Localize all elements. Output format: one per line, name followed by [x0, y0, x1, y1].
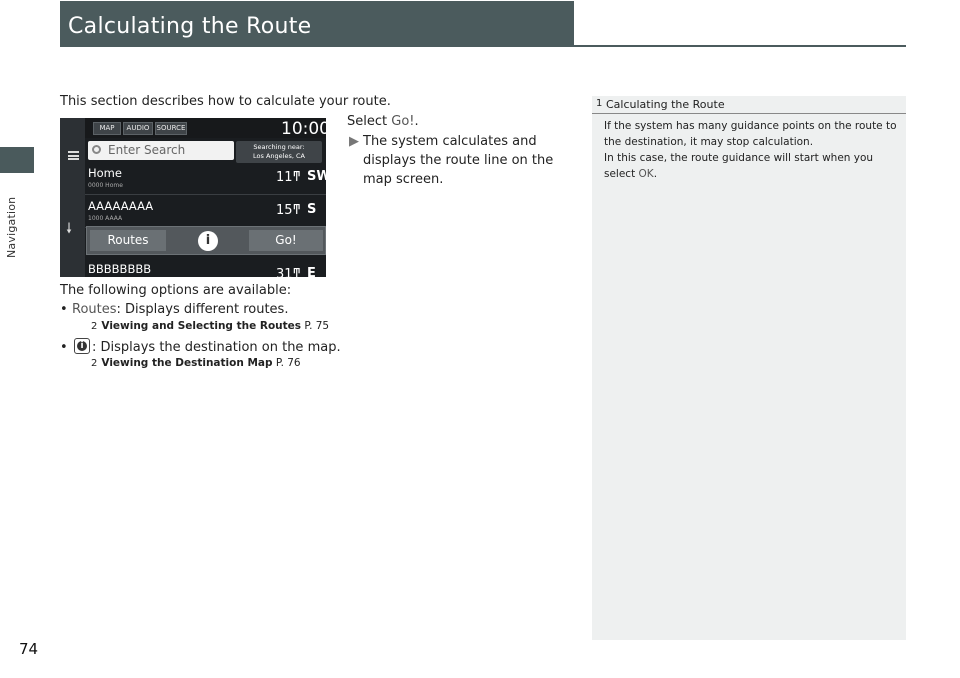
option-keyword: Routes	[72, 302, 117, 317]
searching-near-location: Los Angeles, CA	[253, 152, 305, 160]
distance-unit-icon: ͳ	[292, 267, 301, 282]
ok-keyword: OK	[638, 168, 654, 180]
distance-unit-icon: ͳ	[292, 170, 301, 185]
section-tab	[0, 147, 34, 173]
cross-reference[interactable]: 2 Viewing and Selecting the Routes P. 75	[91, 320, 330, 332]
screen-left-rail	[60, 118, 85, 277]
list-item-address: 1000 AAAA	[88, 215, 123, 222]
list-item-name: BBBBBBBB	[88, 262, 152, 276]
list-item-direction: S	[307, 202, 317, 217]
info-icon	[74, 338, 90, 354]
nav-screenshot	[60, 118, 331, 282]
info-icon[interactable]: i	[198, 231, 218, 251]
option-routes: • Routes: Displays different routes.	[60, 302, 289, 317]
distance-unit-icon: ͳ	[292, 203, 301, 218]
page-number: 74	[19, 640, 39, 658]
reference-marker-icon: 2	[91, 321, 98, 332]
go-button[interactable]: Go!	[249, 230, 323, 251]
searching-near-label: Searching near:	[253, 143, 305, 151]
list-item-direction: E	[307, 266, 316, 281]
list-item-distance: 31ͳ	[276, 267, 301, 282]
list-item-distance: 15ͳ	[276, 203, 301, 218]
step-result	[347, 132, 577, 189]
clock: 10:00	[281, 119, 330, 139]
section-label: Navigation	[5, 196, 18, 258]
step-keyword: Go!	[391, 114, 415, 129]
list-item[interactable]	[85, 162, 331, 195]
screen-top-bar	[85, 118, 330, 139]
search-input[interactable]	[88, 141, 234, 160]
search-placeholder: Enter Search	[108, 143, 186, 157]
sidebar-note-header	[592, 96, 906, 114]
list-item-distance: 11ͳ	[276, 170, 301, 185]
list-item-address: 0000 Home	[88, 182, 123, 189]
audio-button[interactable]: AUDIO	[123, 122, 153, 135]
result-arrow-icon: ▶	[349, 134, 359, 149]
route-popup	[86, 226, 326, 255]
search-icon	[92, 145, 101, 154]
map-button[interactable]: MAP	[93, 122, 121, 135]
option-info: •i : Displays the destination on the map.	[60, 338, 341, 355]
source-button[interactable]: SOURCE	[155, 122, 187, 135]
list-item-name: AAAAAAAA	[88, 199, 154, 213]
menu-icon[interactable]	[68, 151, 79, 160]
title-rule	[60, 45, 906, 47]
cross-reference[interactable]: 2 Viewing the Destination Map P. 76	[91, 357, 301, 369]
arrow-down-icon[interactable]: 🠗	[66, 221, 73, 237]
result-text: The system calculates and displays the route line on the map screen.	[363, 134, 554, 187]
page-title: Calculating the Route	[68, 14, 312, 39]
sidebar-note-title: Calculating the Route	[606, 98, 725, 111]
reference-marker-icon: 2	[91, 358, 98, 369]
sidebar-note-body: If the system has many guidance points on the route to the destination, it may stop calculation. In this case, the route guidance will start when you select OK.	[604, 120, 897, 180]
routes-button[interactable]: Routes	[90, 230, 166, 251]
options-intro: The following options are available:	[60, 283, 292, 298]
intro-text: This section describes how to calculate your route.	[60, 94, 391, 109]
searching-near-button[interactable]	[236, 141, 322, 163]
list-item-direction: SW	[307, 169, 331, 184]
sidebar-note	[592, 96, 906, 640]
list-item-name: Home	[88, 166, 122, 180]
step-instruction: Select Go!.	[347, 114, 419, 129]
list-item[interactable]	[85, 195, 326, 228]
note-marker-icon: 1	[596, 98, 603, 109]
